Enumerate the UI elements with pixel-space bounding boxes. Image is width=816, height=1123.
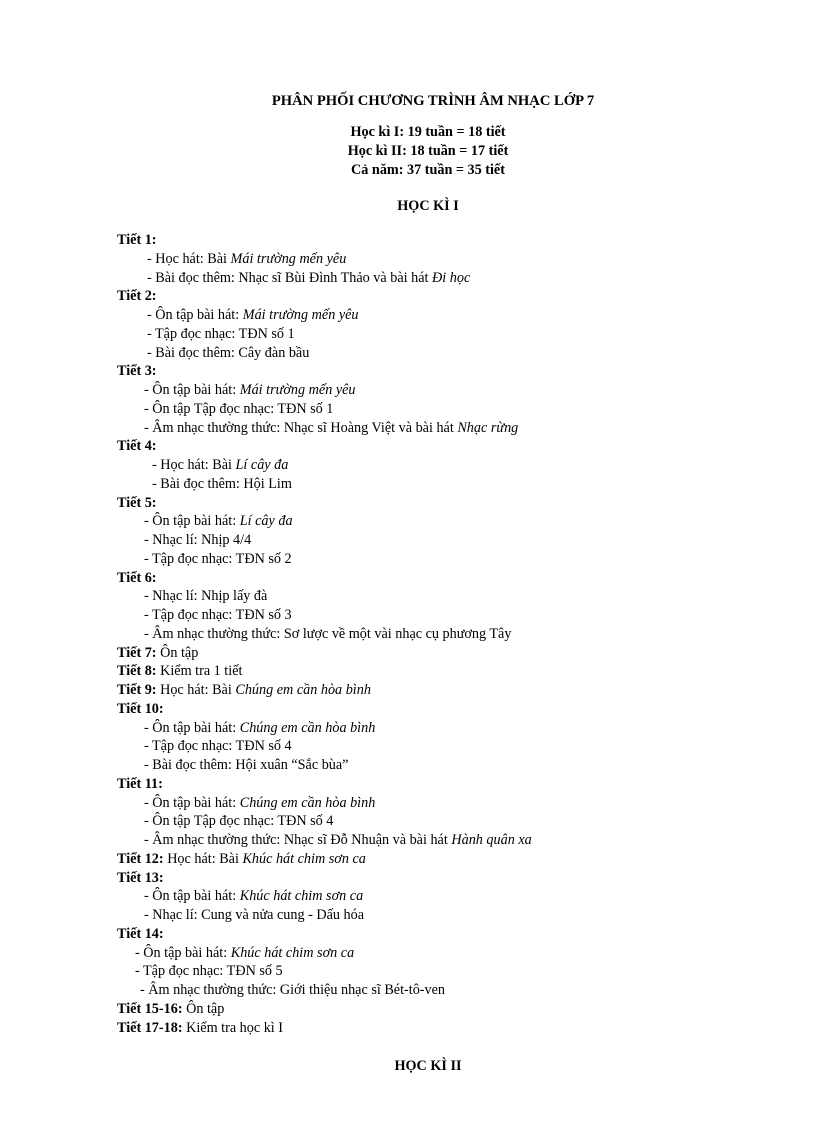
lesson-item: - Ôn tập bài hát: Lí cây đa	[144, 513, 293, 530]
lesson-item: - Âm nhạc thường thức: Nhạc sĩ Đỗ Nhuận và bài hát Hành quân xa	[144, 832, 532, 848]
document-title: PHÂN PHỐI CHƯƠNG TRÌNH ÂM NHẠC LỚP 7	[271, 93, 595, 109]
lesson-heading: Tiết 13:	[117, 869, 164, 886]
lesson-item: - Âm nhạc thường thức: Nhạc sĩ Hoàng Việt và bài hát Nhạc rừng	[144, 419, 519, 436]
lesson-item: - Học hát: Bài Mái trường mến yêu	[147, 250, 347, 267]
lesson-item: - Âm nhạc thường thức: Giới thiệu nhạc sĩ Bét-tô-ven	[140, 982, 446, 998]
lesson-item: - Ôn tập Tập đọc nhạc: TĐN số 4	[144, 813, 334, 830]
lesson-heading: Tiết 12: Học hát: Bài Khúc hát chim sơn ca	[117, 850, 366, 867]
lesson-item: - Tập đọc nhạc: TĐN số 2	[144, 550, 292, 567]
lesson-item: - Ôn tập Tập đọc nhạc: TĐN số 1	[144, 400, 334, 417]
lesson-heading: Tiết 1:	[117, 232, 157, 248]
section-heading-hk1: HỌC KÌ I	[397, 198, 459, 214]
summary-line-1: Học kì I: 19 tuần = 18 tiết	[350, 124, 506, 140]
lesson-item: - Ôn tập bài hát: Mái trường mến yêu	[144, 382, 356, 398]
lesson-heading: Tiết 5:	[117, 494, 157, 511]
lesson-item: - Ôn tập bài hát: Khúc hát chim sơn ca	[135, 944, 355, 961]
lesson-heading: Tiết 17-18: Kiểm tra học kì I	[117, 1019, 284, 1036]
lesson-list	[117, 231, 777, 1037]
lesson-heading: Tiết 8: Kiểm tra 1 tiết	[117, 663, 243, 680]
lesson-heading: Tiết 15-16: Ôn tập	[117, 1000, 225, 1017]
lesson-item: - Nhạc lí: Cung và nửa cung - Dấu hóa	[144, 907, 365, 923]
lesson-item: - Nhạc lí: Nhịp lấy đà	[144, 588, 268, 605]
lesson-item: - Tập đọc nhạc: TĐN số 4	[144, 738, 292, 755]
lesson-item: - Tập đọc nhạc: TĐN số 1	[147, 325, 295, 342]
lesson-item: - Bài đọc thêm: Hội Lim	[152, 475, 292, 492]
lesson-item: - Âm nhạc thường thức: Sơ lược về một vài nhạc cụ phương Tây	[144, 625, 512, 642]
lesson-item: - Ôn tập bài hát: Mái trường mến yêu	[147, 307, 359, 323]
lesson-item: - Ôn tập bài hát: Chúng em cần hòa bình	[144, 719, 376, 736]
section-heading-hk2: HỌC KÌ II	[394, 1058, 462, 1074]
lesson-item: - Học hát: Bài Lí cây đa	[152, 457, 289, 473]
summary-line-2: Học kì II: 18 tuần = 17 tiết	[347, 143, 509, 159]
lesson-heading: Tiết 9: Học hát: Bài Chúng em cần hòa bình	[117, 682, 371, 698]
lesson-item: - Bài đọc thêm: Nhạc sĩ Bùi Đình Thảo và bài hát Đi học	[147, 269, 471, 286]
lesson-heading: Tiết 6:	[117, 569, 157, 586]
lesson-item: - Ôn tập bài hát: Chúng em cần hòa bình	[144, 794, 376, 811]
lesson-heading: Tiết 7: Ôn tập	[117, 644, 199, 661]
lesson-heading: Tiết 10:	[117, 700, 164, 717]
lesson-item: - Nhạc lí: Nhịp 4/4	[144, 532, 252, 548]
lesson-item: - Bài đọc thêm: Cây đàn bầu	[147, 344, 310, 361]
lesson-item: - Ôn tập bài hát: Khúc hát chim sơn ca	[144, 888, 364, 905]
lesson-item: - Tập đọc nhạc: TĐN số 3	[144, 607, 292, 623]
lesson-heading: Tiết 14:	[117, 925, 164, 942]
lesson-heading: Tiết 3:	[117, 363, 157, 380]
summary-line-3: Cả năm: 37 tuần = 35 tiết	[351, 162, 505, 178]
lesson-heading: Tiết 4:	[117, 438, 157, 455]
lesson-heading: Tiết 2:	[117, 288, 157, 305]
lesson-item: - Tập đọc nhạc: TĐN số 5	[135, 963, 283, 980]
lesson-item: - Bài đọc thêm: Hội xuân “Sắc bùa”	[144, 757, 349, 773]
lesson-heading: Tiết 11:	[117, 775, 163, 792]
